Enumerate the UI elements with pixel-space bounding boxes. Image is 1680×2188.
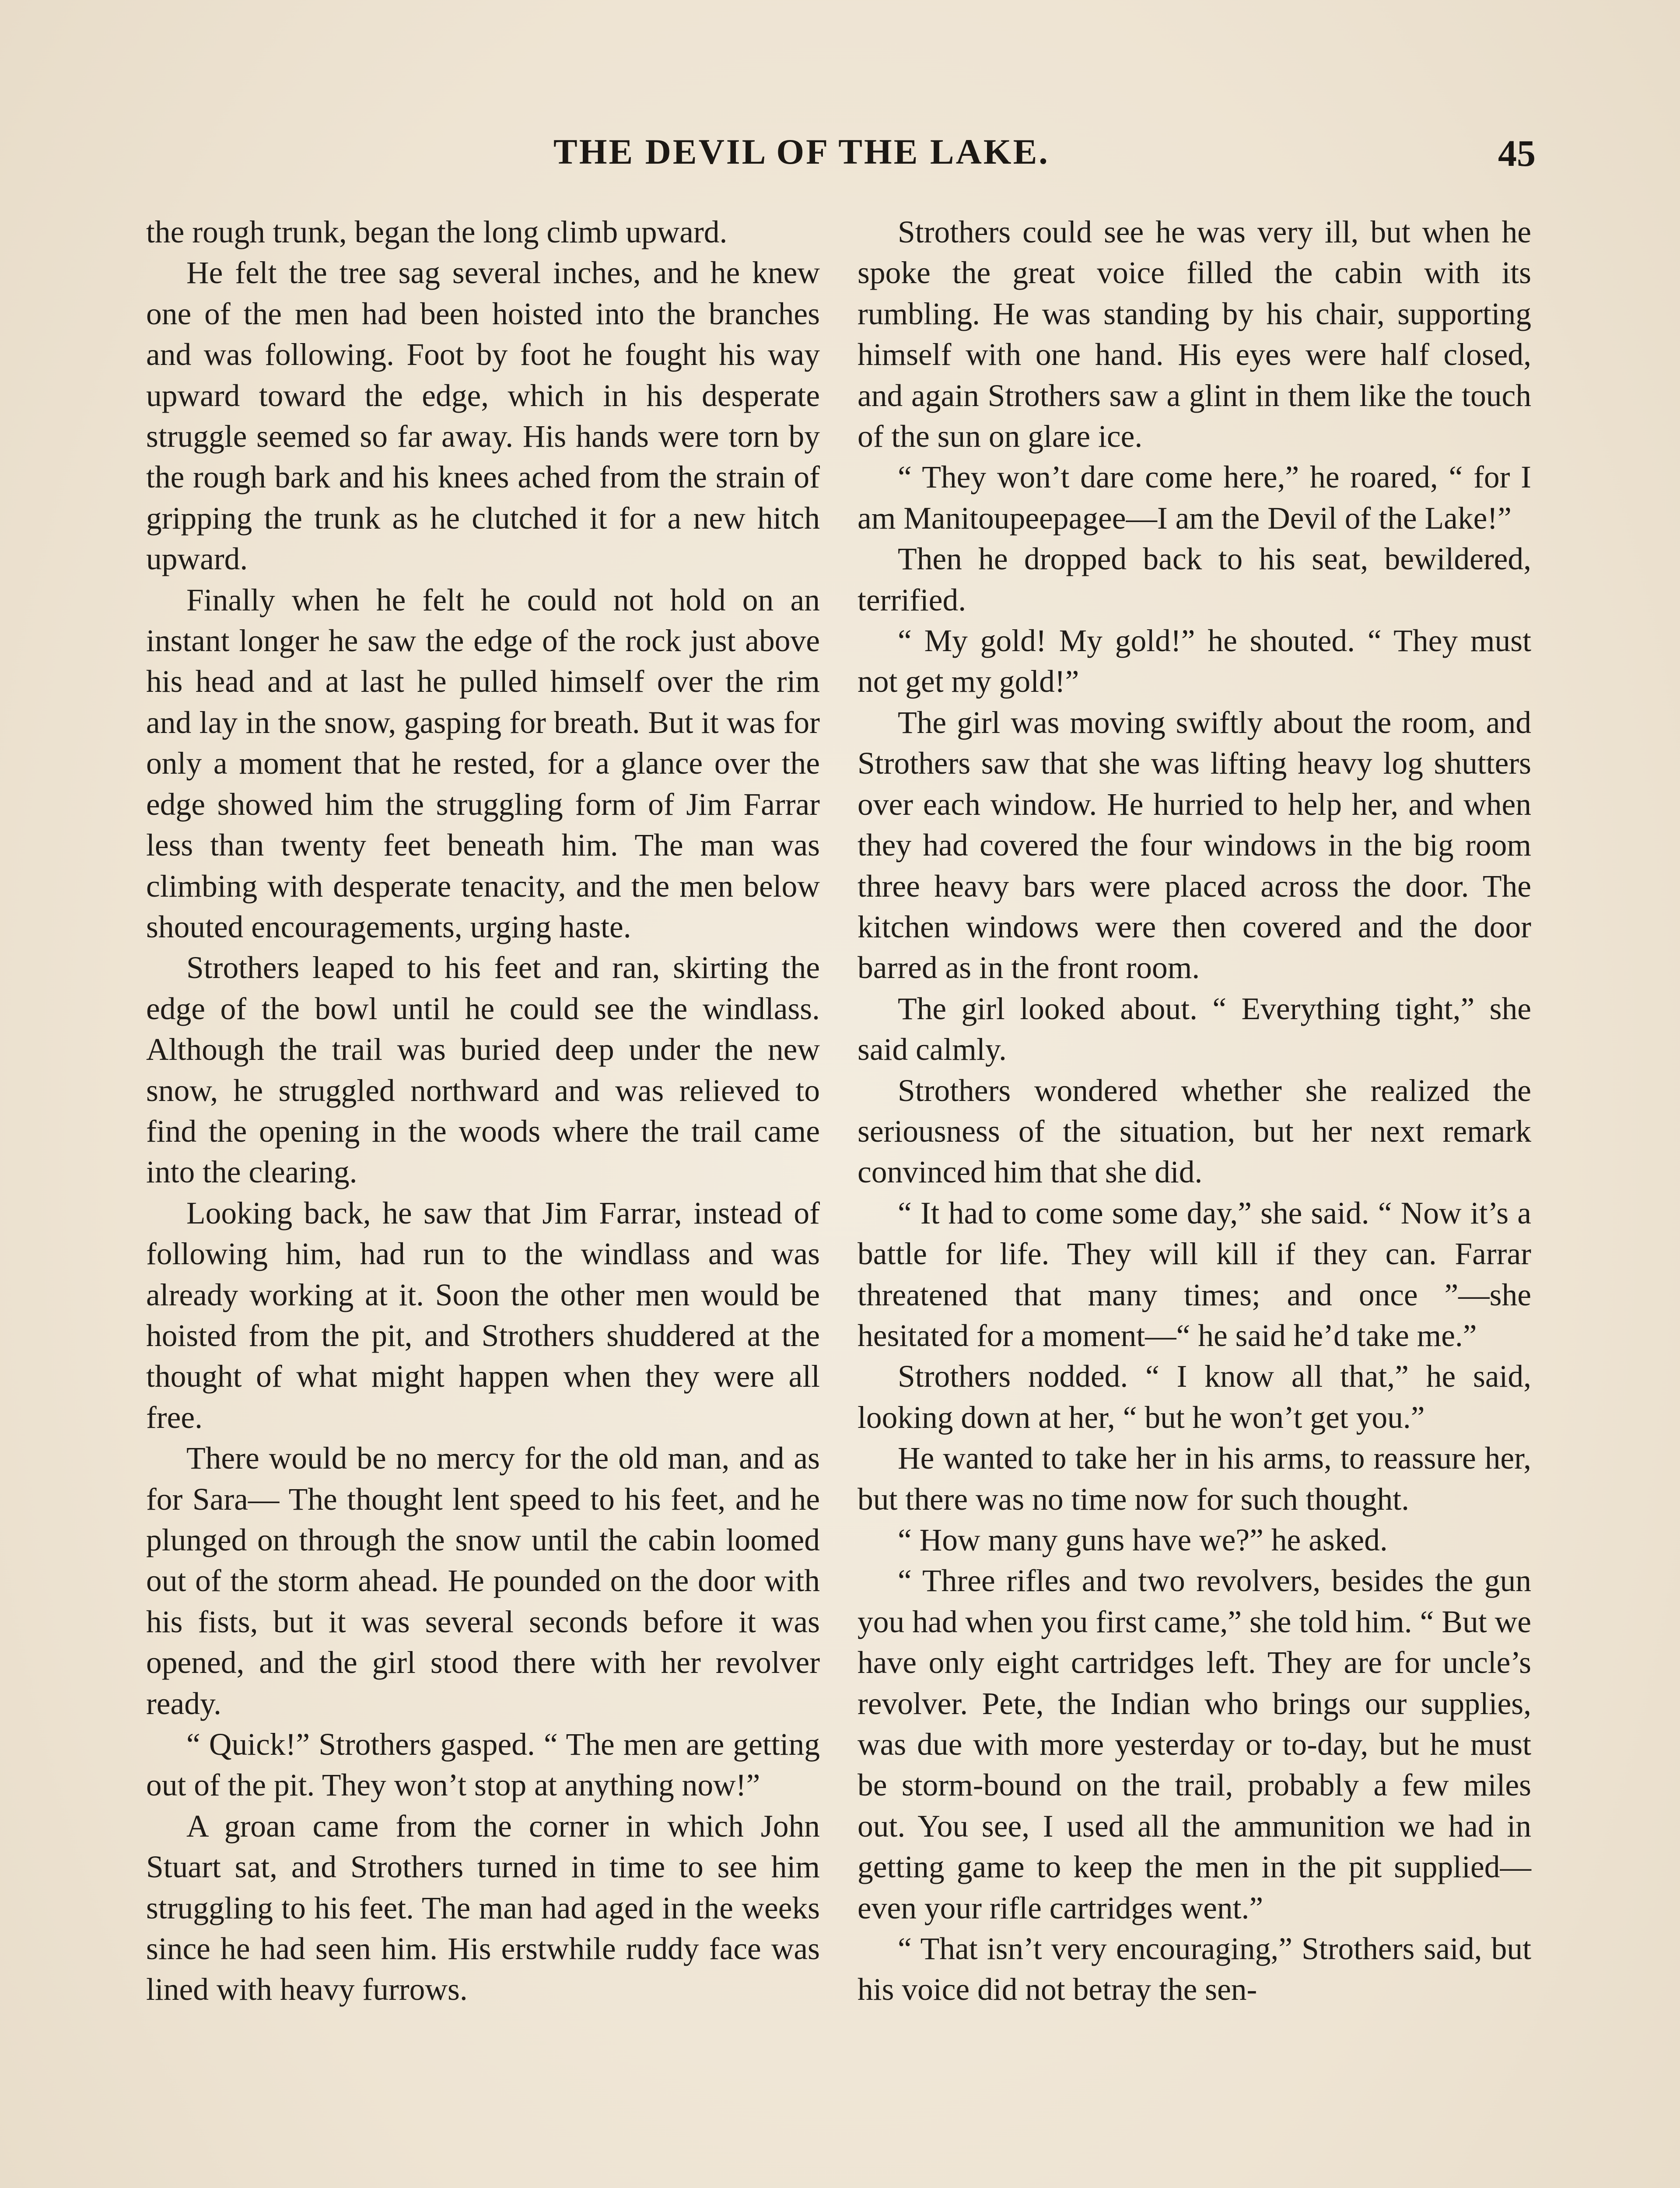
paragraph: “ Quick!” Strothers gasped. “ The men are getting out of the pit. They won’t stop at anything now!” (146, 1727, 820, 1803)
paragraph: The girl was moving swiftly about the room, and Strothers saw that she was lifting heavy log shutters over each window. He hurried to help her, and when they had covered the four windows in the big room three heavy bars were placed across the door. The kitchen windows were then covered and the door barred as in the front room. (858, 705, 1531, 985)
paragraph: Strothers nodded. “ I know all that,” he said, looking down at her, “ but he won’t get you.” (858, 1359, 1531, 1435)
paragraph: the rough trunk, began the long climb upward. (146, 215, 728, 249)
paragraph: Strothers could see he was very ill, but when he spoke the great voice filled the cabin with its rumbling. He was standing by his chair, supporting himself with one hand. His eyes were half closed, and again Strothers saw a glint in them like the touch of the sun on glare ice. (858, 215, 1531, 454)
paragraph: A groan came from the corner in which John Stuart sat, and Strothers turned in time to see him struggling to his feet. The man had aged in the weeks since he had seen him. His erstwhile ruddy face was lined with heavy furrows. (146, 1809, 820, 2007)
paragraph: “ It had to come some day,” she said. “ Now it’s a battle for life. They will kill if they can. Farrar threatened that many times; and once ”—she hesitated for a moment—“ he said he’d take me.” (858, 1196, 1531, 1353)
page-number: 45 (1498, 132, 1536, 174)
paragraph: “ How many guns have we?” he asked. (898, 1523, 1388, 1557)
right-text-column (858, 212, 1531, 2010)
left-text-column (146, 212, 820, 2010)
paragraph: “ That isn’t very encouraging,” Strothers said, but his voice did not betray the sen- (858, 1932, 1531, 2007)
paragraph: Looking back, he saw that Jim Farrar, instead of following him, had run to the windlass and was already working at it. Soon the other men would be hoisted from the pit, and Strothers shuddered at the thought of what might happen when they were all free. (146, 1196, 820, 1435)
paragraph: Finally when he felt he could not hold on an instant longer he saw the edge of the rock just above his head and at last he pulled himself over the rim and lay in the snow, gasping for breath. But it was for only a moment that he rested, for a glance over the edge showed him the struggling form of Jim Farrar less than twenty feet beneath him. The man was climbing with desperate tenacity, and the men below shouted encouragements, urging haste. (146, 582, 820, 944)
paragraph: He felt the tree sag several inches, and he knew one of the men had been hoisted into the branches and was following. Foot by foot he fought his way upward toward the edge, which in his desperate struggle seemed so far away. His hands were torn by the rough bark and his knees ached from the strain of gripping the trunk as he clutched it for a new hitch upward. (146, 256, 820, 577)
paragraph: He wanted to take her in his arms, to reassure her, but there was no time now for such thought. (858, 1441, 1531, 1517)
paragraph: Then he dropped back to his seat, bewildered, terrified. (858, 542, 1531, 617)
paragraph: “ My gold! My gold!” he shouted. “ They must not get my gold!” (858, 624, 1531, 699)
paragraph: “ They won’t dare come here,” he roared, “ for I am Manitoupeepagee—I am the Devil of the Lake!” (858, 460, 1531, 536)
paragraph: Strothers wondered whether she realized the seriousness of the situation, but her next remark convinced him that she did. (858, 1073, 1531, 1190)
paragraph: “ Three rifles and two revolvers, besides the gun you had when you first came,” she told him. “ But we have only eight cartridges left. They are for uncle’s revolver. Pete, the Indian who brings our supplies, was due with more yesterday or to-day, but he must be storm-bound on the trail, probably a few miles out. You see, I used all the ammunition we had in getting game to keep the men in the pit supplied—even your rifle cartridges went.” (858, 1564, 1531, 1925)
paragraph: Strothers leaped to his feet and ran, skirting the edge of the bowl until he could see the windlass. Although the trail was buried deep under the new snow, he struggled northward and was relieved to find the opening in the woods where the trail came into the clearing. (146, 950, 820, 1190)
paragraph: There would be no mercy for the old man, and as for Sara— The thought lent speed to his feet, and he plunged on through the snow until the cabin loomed out of the storm ahead. He pounded on the door with his fists, but it was several seconds before it was opened, and the girl stood there with her revolver ready. (146, 1441, 820, 1721)
running-head-title: THE DEVIL OF THE LAKE. (553, 132, 1050, 172)
paragraph: The girl looked about. “ Everything tight,” she said calmly. (858, 991, 1531, 1067)
